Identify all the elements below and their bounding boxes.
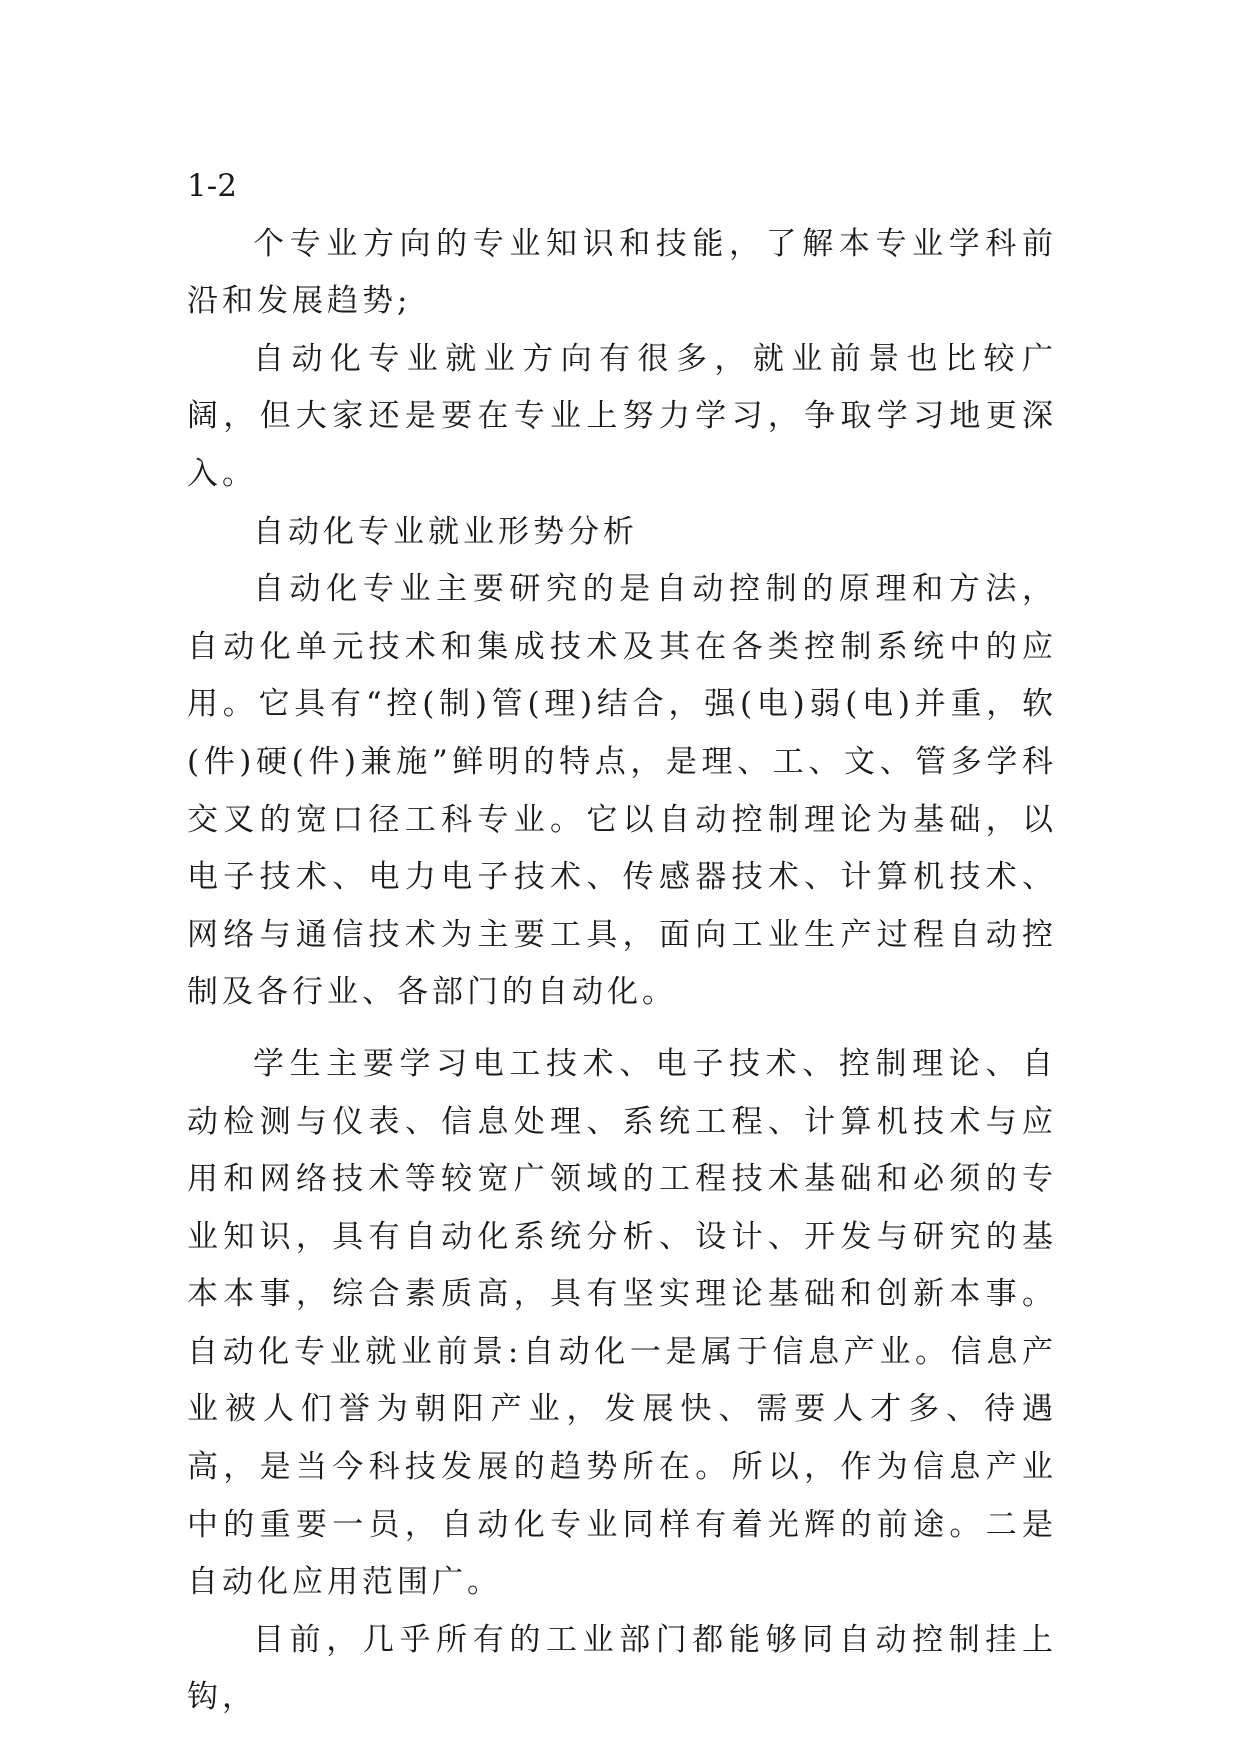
- document-body: [187, 158, 1057, 1727]
- paragraph-major-overview: 自动化专业主要研究的是自动控制的原理和方法，自动化单元技术和集成技术及其在各类控制系统中的应用。它具有“控(制)管(理)结合，强(电)弱(电)并重，软(件)硬(件)兼施”鲜明的特点，是理、工、文、管多学科交叉的宽口径工科专业。它以自动控制理论为基础，以电子技术、电力电子技术、传感器技术、计算机技术、网络与通信技术为主要工具，面向工业生产过程自动控制及各行业、各部门的自动化。: [187, 571, 1057, 1011]
- section-heading: 自动化专业就业形势分析: [253, 513, 638, 550]
- paragraph-employment-directions: 自动化专业就业方向有很多，就业前景也比较广阔，但大家还是要在专业上努力学习，争取学习地更深入。: [187, 340, 1057, 492]
- paragraph-industry-scope: 目前，几乎所有的工业部门都能够同自动控制挂上钩，: [187, 1621, 1057, 1716]
- paragraph-curriculum-prospects: 学生主要学习电工技术、电子技术、控制理论、自动检测与仪表、信息处理、系统工程、计算机技术与应用和网络技术等较宽广领域的工程技术基础和必须的专业知识，具有自动化系统分析、设计、开发与研究的基本本事，综合素质高，具有坚实理论基础和创新本事。自动化专业就业前景:自动化一是属于信息产业。信息产业被人们誉为朝阳产业，发展快、需要人才多、待遇高，是当今科技发展的趋势所在。所以，作为信息产业中的重要一员，自动化专业同样有着光辉的前途。二是自动化应用范围广。: [187, 1045, 1057, 1601]
- paragraph-skills-continuation: 个专业方向的专业知识和技能，了解本专业学科前沿和发展趋势;: [187, 225, 1057, 320]
- page-marker: 1-2: [187, 168, 237, 204]
